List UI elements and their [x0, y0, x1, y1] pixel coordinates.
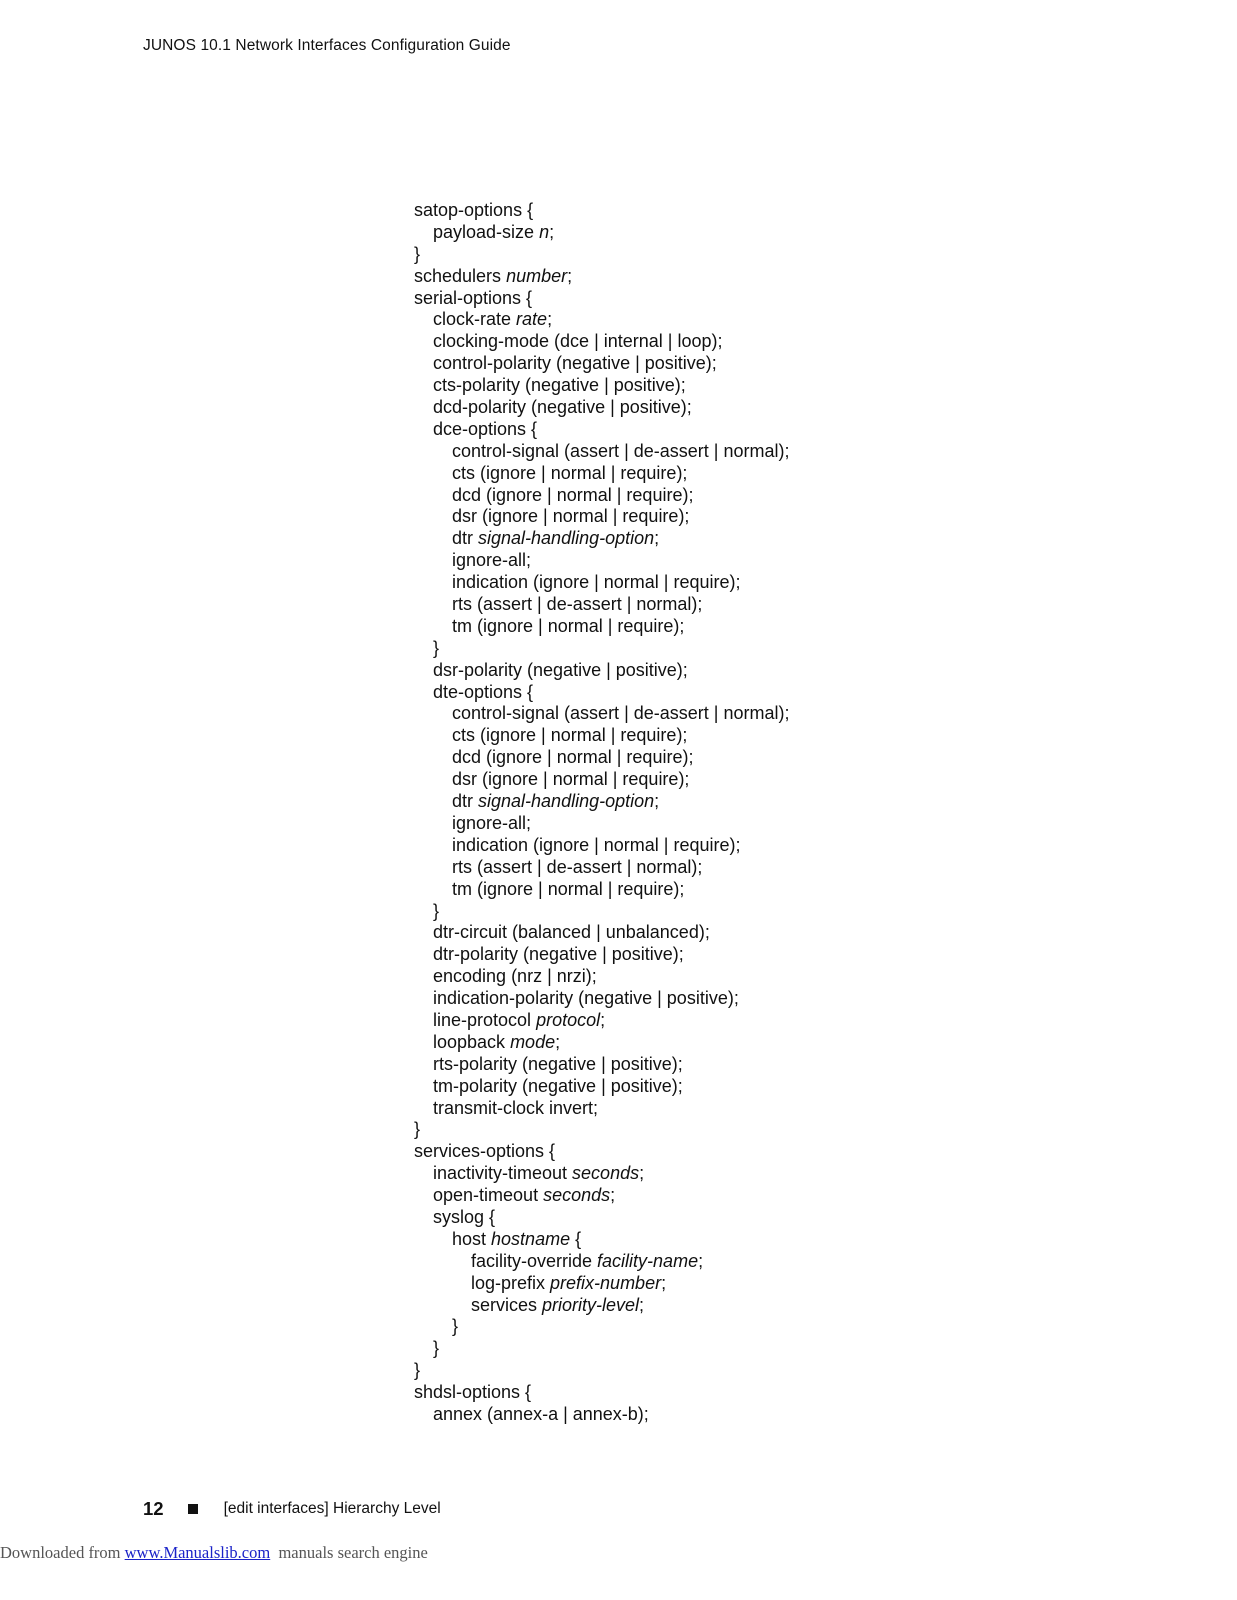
code-text: services-options { — [414, 1141, 556, 1162]
code-line — [414, 1032, 789, 1054]
code-text: indication (ignore | normal | require); — [452, 572, 741, 593]
code-line — [414, 1382, 789, 1404]
code-line — [414, 813, 789, 835]
code-line — [414, 791, 789, 813]
code-text: dte-options { — [433, 681, 534, 702]
code-text: rts (assert | de-assert | normal); — [452, 856, 703, 877]
code-text: cts (ignore | normal | require); — [452, 462, 688, 483]
code-line — [414, 1404, 789, 1426]
code-text: shdsl-options { — [414, 1382, 532, 1403]
page-footer — [143, 1498, 441, 1520]
code-line — [414, 616, 789, 638]
footer-section-title: [edit interfaces] Hierarchy Level — [223, 1500, 441, 1517]
code-line — [414, 1338, 789, 1360]
code-line — [414, 485, 789, 507]
code-line — [414, 1251, 789, 1273]
code-line — [414, 703, 789, 725]
code-variable: rate — [516, 309, 548, 330]
code-text: } — [414, 1360, 421, 1381]
code-line — [414, 309, 789, 331]
code-text: line-protocol — [433, 1009, 537, 1030]
code-terminator: ; — [610, 1185, 616, 1206]
code-line — [414, 1207, 789, 1229]
code-line — [414, 288, 789, 310]
code-line — [414, 397, 789, 419]
code-line — [414, 682, 789, 704]
code-line — [414, 1360, 789, 1382]
code-terminator: ; — [567, 265, 573, 286]
code-line — [414, 1054, 789, 1076]
code-text: rts (assert | de-assert | normal); — [452, 594, 703, 615]
code-line — [414, 988, 789, 1010]
page-number: 12 — [143, 1498, 164, 1519]
code-line — [414, 594, 789, 616]
code-terminator: ; — [549, 221, 555, 242]
code-text: control-polarity (negative | positive); — [433, 353, 717, 374]
code-line — [414, 1098, 789, 1120]
code-line — [414, 769, 789, 791]
code-terminator: ; — [600, 1009, 606, 1030]
code-terminator: { — [570, 1228, 582, 1249]
code-text: dsr-polarity (negative | positive); — [433, 659, 688, 680]
code-text: tm (ignore | normal | require); — [452, 615, 685, 636]
code-text: dsr (ignore | normal | require); — [452, 769, 690, 790]
code-text: facility-override — [471, 1250, 598, 1271]
code-line — [414, 441, 789, 463]
code-line — [414, 638, 789, 660]
code-variable: priority-level — [542, 1294, 640, 1315]
code-text: rts-polarity (negative | positive); — [433, 1053, 683, 1074]
code-line — [414, 901, 789, 923]
code-text: } — [452, 1316, 459, 1337]
code-text: tm-polarity (negative | positive); — [433, 1075, 683, 1096]
code-text: open-timeout — [433, 1185, 544, 1206]
code-variable: signal-handling-option — [478, 791, 655, 812]
code-line — [414, 1119, 789, 1141]
code-text: services — [471, 1294, 543, 1315]
code-text: clock-rate — [433, 309, 517, 330]
code-line — [414, 747, 789, 769]
code-text: dsr (ignore | normal | require); — [452, 506, 690, 527]
code-text: tm (ignore | normal | require); — [452, 878, 685, 899]
code-text: dtr-circuit (balanced | unbalanced); — [433, 922, 710, 943]
code-line — [414, 375, 789, 397]
code-text: serial-options { — [414, 287, 533, 308]
code-line — [414, 857, 789, 879]
running-header: JUNOS 10.1 Network Interfaces Configuration Guide — [143, 37, 511, 54]
code-terminator: ; — [639, 1294, 645, 1315]
code-text: dtr-polarity (negative | positive); — [433, 944, 684, 965]
code-line — [414, 835, 789, 857]
watermark-prefix: Downloaded from — [0, 1543, 125, 1562]
code-line — [414, 222, 789, 244]
code-text: payload-size — [433, 221, 540, 242]
code-variable: protocol — [536, 1009, 601, 1030]
code-line — [414, 353, 789, 375]
code-text: dtr — [452, 528, 479, 549]
code-line — [414, 419, 789, 441]
code-terminator: ; — [698, 1250, 704, 1271]
code-text: clocking-mode (dce | internal | loop); — [433, 331, 723, 352]
code-variable: n — [539, 221, 550, 242]
code-variable: signal-handling-option — [478, 528, 655, 549]
code-text: encoding (nrz | nrzi); — [433, 966, 597, 987]
code-text: dtr — [452, 791, 479, 812]
square-bullet-icon — [188, 1504, 198, 1514]
code-terminator: ; — [547, 309, 553, 330]
code-text: dcd (ignore | normal | require); — [452, 747, 694, 768]
code-text: cts-polarity (negative | positive); — [433, 375, 686, 396]
code-text: } — [433, 637, 440, 658]
code-line — [414, 1316, 789, 1338]
configuration-statement-block — [414, 200, 789, 1426]
code-line — [414, 1295, 789, 1317]
code-text: schedulers — [414, 265, 507, 286]
code-line — [414, 266, 789, 288]
code-variable: hostname — [491, 1228, 571, 1249]
code-line — [414, 506, 789, 528]
code-variable: number — [506, 265, 568, 286]
code-text: } — [433, 900, 440, 921]
code-text: loopback — [433, 1031, 511, 1052]
code-text: ignore-all; — [452, 550, 532, 571]
code-line — [414, 528, 789, 550]
code-line — [414, 879, 789, 901]
manualslib-link[interactable]: www.Manualslib.com — [124, 1543, 271, 1562]
code-variable: seconds — [572, 1163, 640, 1184]
code-text: } — [414, 1119, 421, 1140]
download-watermark — [0, 1543, 428, 1563]
code-line — [414, 331, 789, 353]
code-text: } — [433, 1338, 440, 1359]
code-variable: mode — [510, 1031, 556, 1052]
code-text: host — [452, 1228, 492, 1249]
code-text: dce-options { — [433, 418, 538, 439]
code-line — [414, 1185, 789, 1207]
code-text: annex (annex-a | annex-b); — [433, 1403, 649, 1424]
code-text: control-signal (assert | de-assert | normal); — [452, 440, 790, 461]
code-line — [414, 725, 789, 747]
code-line — [414, 1076, 789, 1098]
code-text: ignore-all; — [452, 812, 532, 833]
code-terminator: ; — [661, 1272, 667, 1293]
watermark-suffix: manuals search engine — [270, 1543, 428, 1562]
code-line — [414, 1163, 789, 1185]
code-line — [414, 1010, 789, 1032]
code-text: indication (ignore | normal | require); — [452, 834, 741, 855]
code-text: transmit-clock invert; — [433, 1097, 599, 1118]
code-line — [414, 550, 789, 572]
code-line — [414, 572, 789, 594]
code-terminator: ; — [654, 791, 660, 812]
code-line — [414, 922, 789, 944]
code-line — [414, 660, 789, 682]
code-text: } — [414, 243, 421, 264]
code-text: cts (ignore | normal | require); — [452, 725, 688, 746]
code-terminator: ; — [639, 1163, 645, 1184]
code-text: control-signal (assert | de-assert | normal); — [452, 703, 790, 724]
code-text: dcd-polarity (negative | positive); — [433, 397, 692, 418]
code-text: indication-polarity (negative | positive); — [433, 988, 739, 1009]
code-text: dcd (ignore | normal | require); — [452, 484, 694, 505]
code-terminator: ; — [654, 528, 660, 549]
code-line — [414, 1273, 789, 1295]
code-line — [414, 1229, 789, 1251]
code-text: log-prefix — [471, 1272, 551, 1293]
code-line — [414, 244, 789, 266]
code-line — [414, 200, 789, 222]
code-variable: prefix-number — [550, 1272, 662, 1293]
code-text: inactivity-timeout — [433, 1163, 573, 1184]
code-line — [414, 944, 789, 966]
code-line — [414, 463, 789, 485]
code-line — [414, 1141, 789, 1163]
code-variable: seconds — [543, 1185, 611, 1206]
code-variable: facility-name — [597, 1250, 699, 1271]
code-terminator: ; — [555, 1031, 561, 1052]
code-text: syslog { — [433, 1206, 496, 1227]
code-line — [414, 966, 789, 988]
code-text: satop-options { — [414, 200, 534, 220]
